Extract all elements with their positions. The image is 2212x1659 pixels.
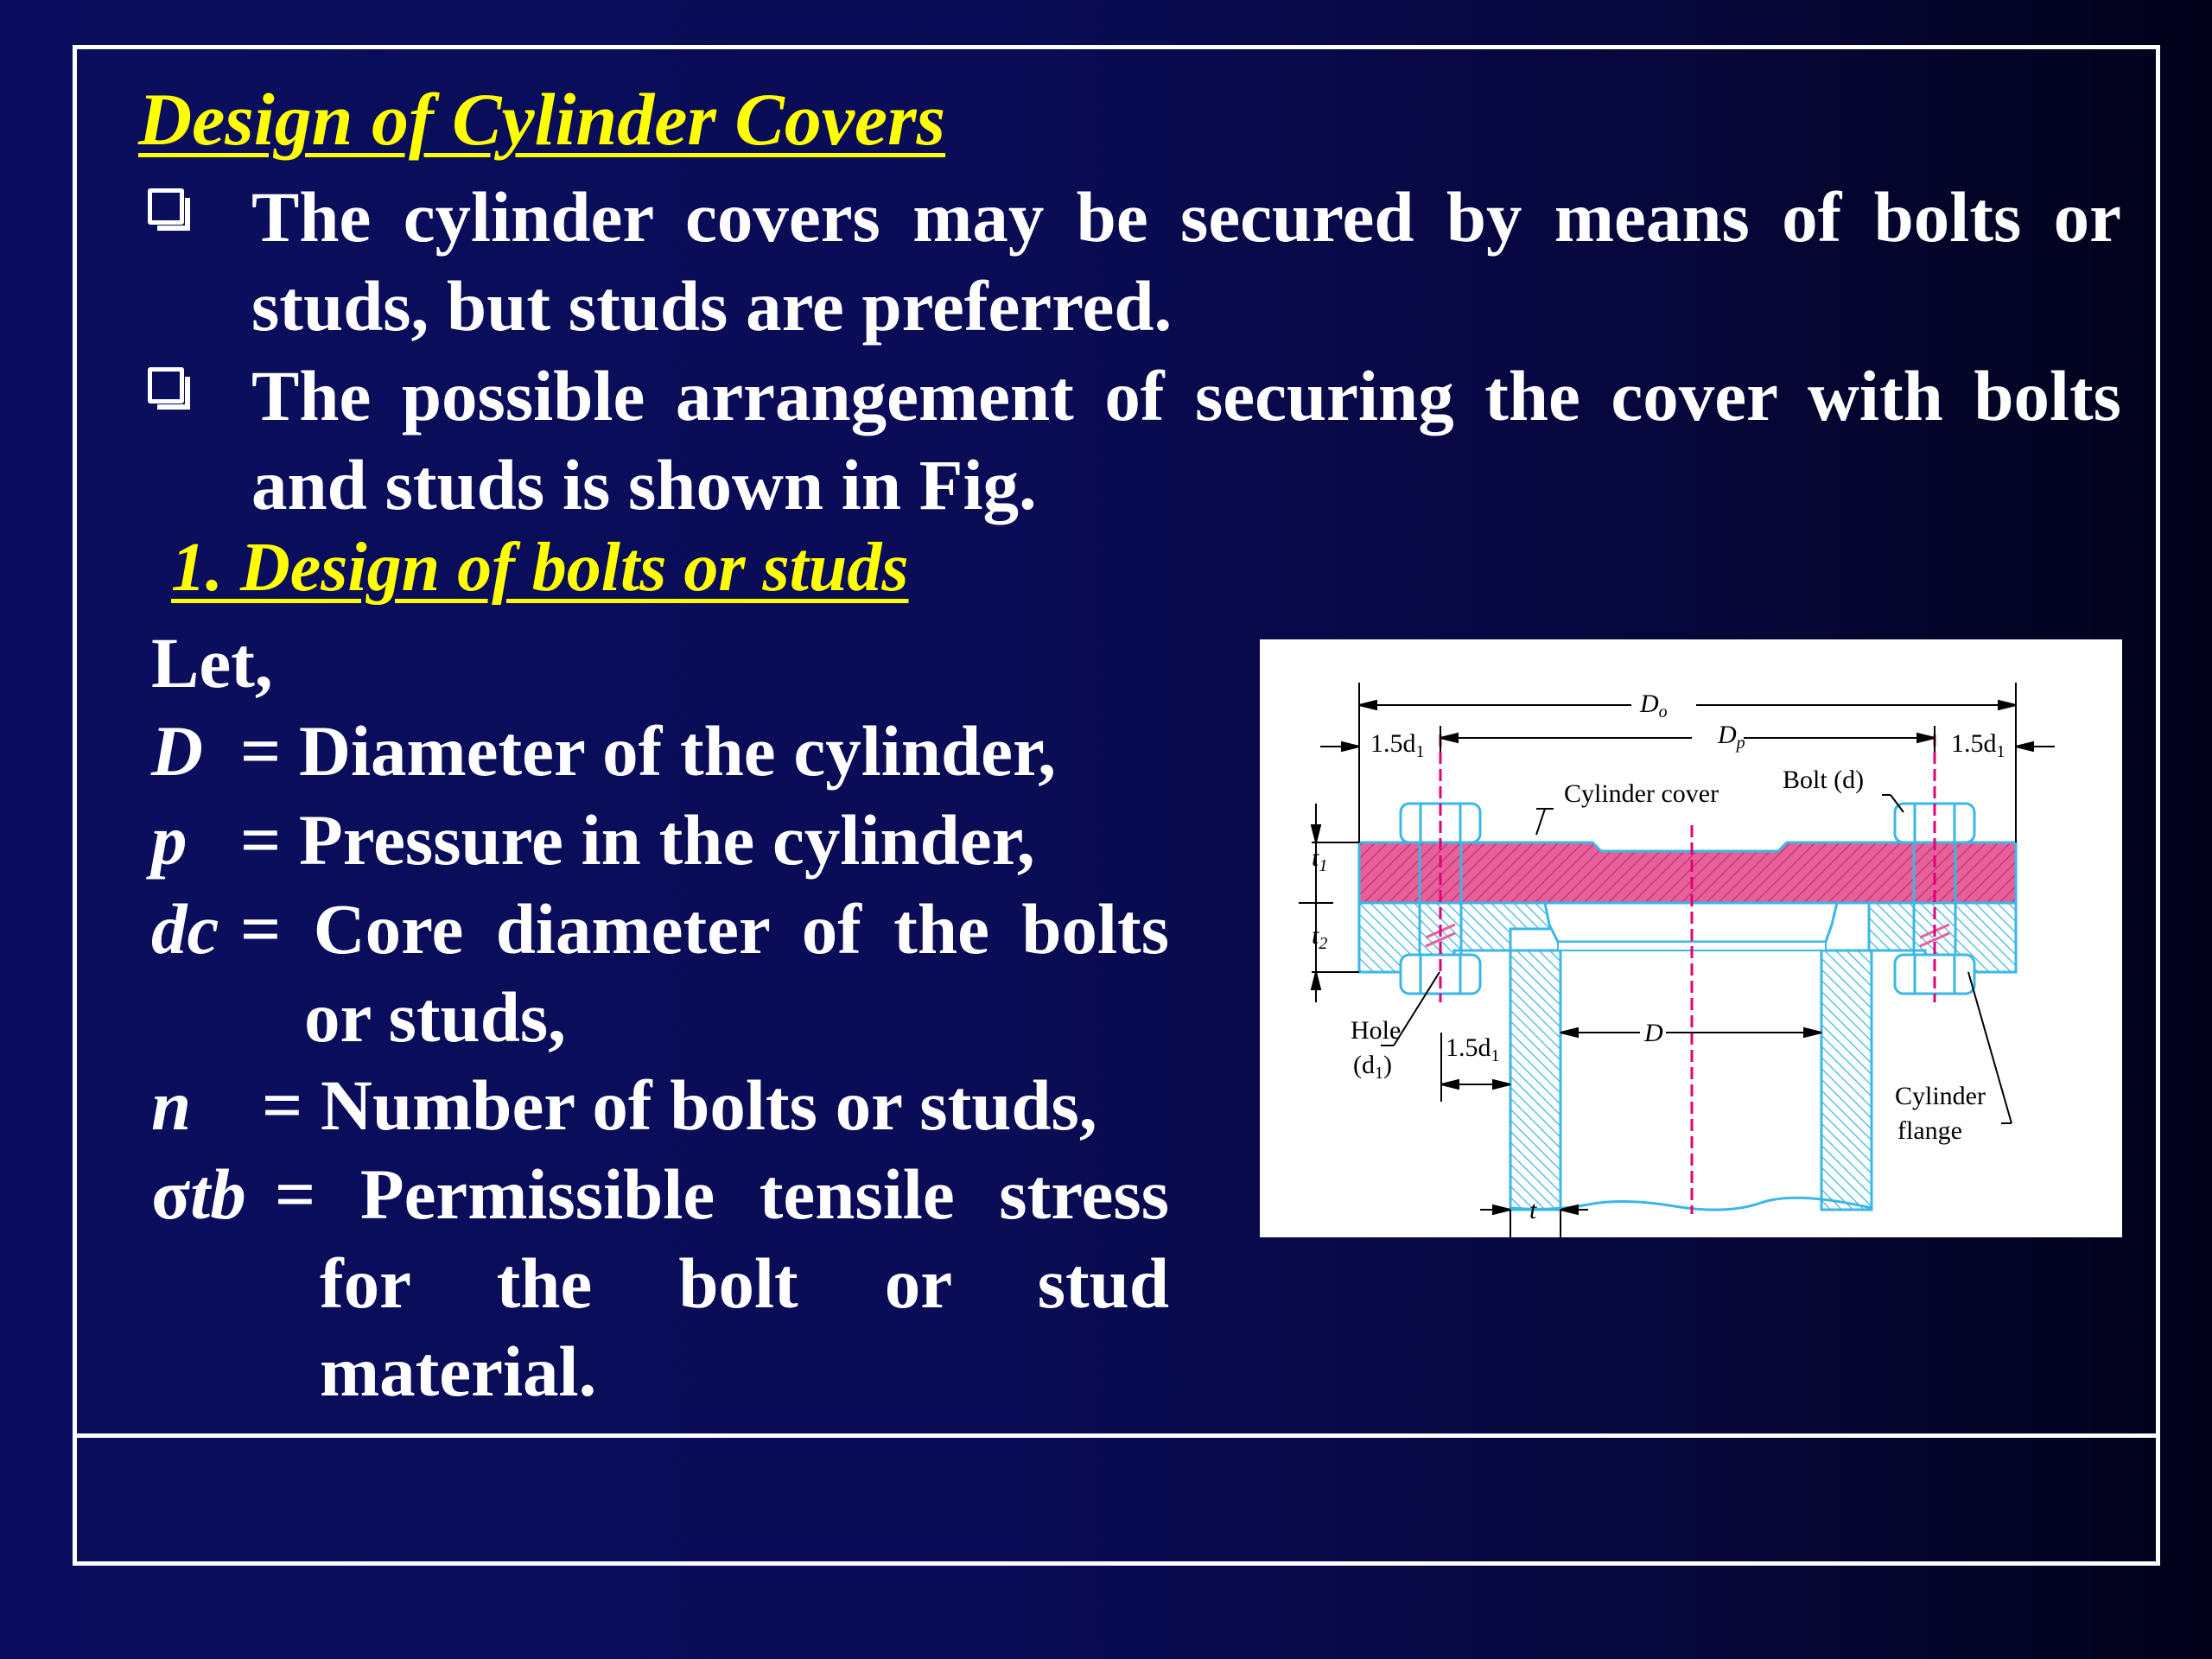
label-bore: D bbox=[1644, 1019, 1663, 1047]
label-bolt: Bolt (d) bbox=[1783, 766, 1865, 794]
symbol-p: p bbox=[151, 800, 188, 880]
symbol-dc: dc bbox=[151, 889, 219, 969]
label-wall-thickness: t bbox=[1529, 1196, 1537, 1224]
symbol-n: n bbox=[151, 1065, 192, 1145]
footer-divider bbox=[73, 1433, 2160, 1438]
definition-pressure bbox=[151, 796, 188, 885]
definition-core-diameter-text: = Core diameter of the bolts bbox=[240, 889, 1169, 969]
symbol-sigma: σ bbox=[151, 1154, 191, 1234]
label-cylinder-cover: Cylinder cover bbox=[1564, 779, 1719, 808]
cylinder-cover-plate bbox=[1359, 842, 2016, 903]
label-flange-line1: Cylinder bbox=[1895, 1082, 1986, 1110]
label-t2: $t_2$ bbox=[1312, 921, 1328, 953]
definition-diameter-text: = Diameter of the cylinder, bbox=[240, 711, 1056, 791]
let-label: Let, bbox=[151, 623, 273, 702]
cylinder-cover-figure bbox=[1260, 639, 2122, 1237]
definition-pressure-text: = Pressure in the cylinder, bbox=[240, 800, 1035, 880]
cylinder-cover-diagram bbox=[1260, 639, 2122, 1237]
label-flange-line2: flange bbox=[1897, 1116, 1962, 1145]
bullet-text: The possible arrangement of securing the cover with bolts and studs is shown in Fig. bbox=[251, 356, 2121, 524]
definition-tensile-stress bbox=[151, 1150, 246, 1239]
definition-number-text: = Number of bolts or studs, bbox=[262, 1065, 1097, 1145]
label-hole-line1: Hole bbox=[1351, 1016, 1402, 1045]
definition-number bbox=[151, 1061, 191, 1150]
symbol-d: D bbox=[151, 711, 203, 791]
cylinder-wall-left bbox=[1510, 950, 1560, 1210]
definition-tensile-stress-text-cont: for the bolt or stud bbox=[320, 1243, 1169, 1323]
label-t1: $t_1$ bbox=[1312, 843, 1328, 875]
definition-tensile-stress-text-end: material. bbox=[320, 1332, 597, 1411]
section-heading: 1. Design of bolts or studs bbox=[171, 530, 909, 606]
label-dp: $D_p$ bbox=[1718, 721, 1745, 753]
definition-tensile-stress-text: = Permissible tensile stress bbox=[275, 1154, 1169, 1234]
label-left-offset: $1.5d_1$ bbox=[1370, 729, 1425, 761]
definition-core-diameter bbox=[151, 885, 219, 974]
definition-core-diameter-text-cont: or studs, bbox=[304, 977, 566, 1057]
label-inner-offset: $1.5d_1$ bbox=[1446, 1033, 1500, 1065]
slide-title: Design of Cylinder Covers bbox=[138, 78, 946, 161]
label-do: $D_o$ bbox=[1640, 690, 1668, 721]
bullet-text: The cylinder covers may be secured by means of bolts or studs, but studs are preferred. bbox=[251, 177, 2121, 346]
bullet-item bbox=[143, 352, 2121, 533]
cylinder-wall-right bbox=[1821, 950, 1872, 1210]
symbol-tb: tb bbox=[190, 1154, 246, 1234]
checkbox-bullet-icon bbox=[148, 188, 184, 225]
definition-diameter bbox=[151, 707, 203, 796]
label-hole-line2: $(d_1)$ bbox=[1353, 1051, 1392, 1083]
bullet-item bbox=[143, 173, 2121, 354]
checkbox-bullet-icon bbox=[148, 367, 184, 404]
label-right-offset: $1.5d_1$ bbox=[1951, 729, 2005, 761]
